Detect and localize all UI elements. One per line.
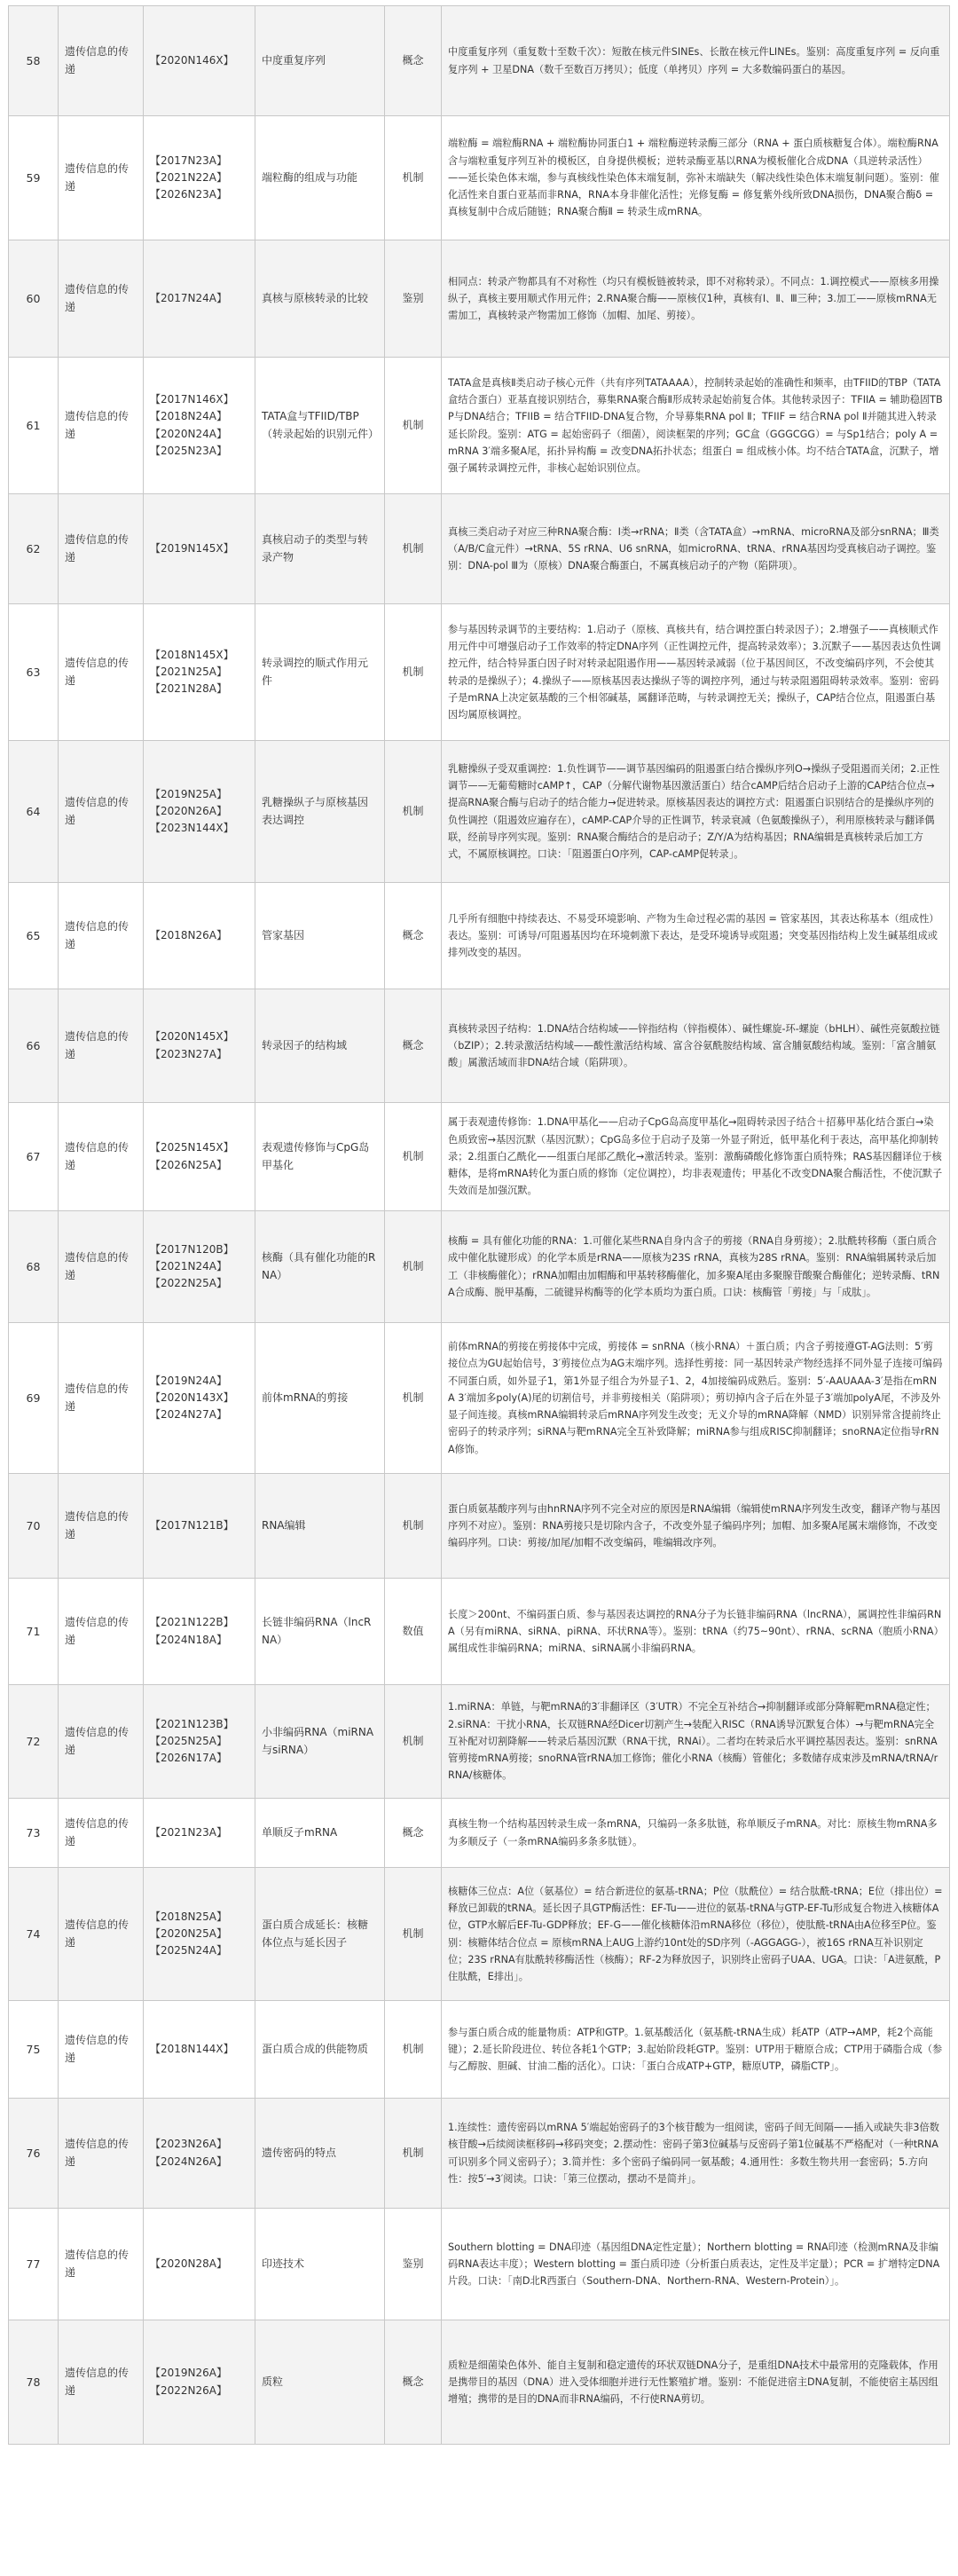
exam-codes-cell bbox=[144, 1103, 255, 1211]
exam-code: 【2019N26A】 bbox=[150, 2367, 227, 2380]
exam-code: 【2020N24A】 bbox=[150, 427, 227, 440]
description-cell: 相同点：转录产物都具有不对称性（均只有模板链被转录，即不对称转录）。不同点：1.调控模式——原核多用操纵子，真核主要用顺式作用元件；2.RNA聚合酶——原核仅1种，真核有Ⅰ、Ⅱ、Ⅲ三种；3.加工——原核mRNA无需加工，真核转录产物需加工修饰（加帽、加尾、剪接）。 bbox=[442, 240, 950, 358]
type-cell: 机制 bbox=[385, 741, 442, 883]
exam-code: 【2025N24A】 bbox=[150, 1944, 227, 1958]
type-cell: 机制 bbox=[385, 358, 442, 494]
topic-cell: 端粒酶的组成与功能 bbox=[255, 116, 385, 240]
exam-code: 【2020N25A】 bbox=[150, 1926, 227, 1940]
description-cell: 属于表观遗传修饰：1.DNA甲基化——启动子CpG岛高度甲基化→阻碍转录因子结合＋招募甲基化结合蛋白→染色质致密→基因沉默（基因沉默）；CpG岛多位于启动子及第一外显子附近，低甲基化利于表达，高甲基化抑制转录；2.组蛋白乙酰化——组蛋白尾部乙酰化→激活转录。鉴别：激酶磷酸化修饰蛋白质特殊；RAS基因翻译位于核糖体，是将mRNA转化为蛋白质的修饰（定位调控），均非表观遗传；甲基化不改变DNA聚合酶活性，不使沉默子失效而是加强沉默。 bbox=[442, 1103, 950, 1211]
exam-code: 【2020N146X】 bbox=[150, 53, 234, 67]
description-cell: 前体mRNA的剪接在剪接体中完成，剪接体 = snRNA（核小RNA）＋蛋白质；内含子剪接遵GT-AG法则：5′剪接位点为GU起始信号，3′剪接位点为AG末端序列。选择性剪接：同一基因转录产物经选择不同外显子连接可编码不同蛋白质，如外显子1，第1外显子组合为外显子1、2，4加接编码成熟后。鉴别：5′-AAUAAA-3′是指在mRNA 3′端加多poly(A)尾的切割信号，并非剪接相关（陷阱项）；剪切掉内含子后在外显子3′端加polyA尾，不涉及外显子间连接。真核mRNA编辑转录后mRNA序列发生改变；无义介导的mRNA降解（NMD）识别异常含提前终止密码子的转录序列；siRNA与靶mRNA完全互补致降解；miRNA参与组成RISC抑制翻译；snoRNA定位指导rRNA修饰。 bbox=[442, 1323, 950, 1474]
exam-code: 【2018N145X】 bbox=[150, 648, 234, 661]
type-cell: 机制 bbox=[385, 1211, 442, 1323]
exam-codes-cell bbox=[144, 494, 255, 604]
description-cell: 端粒酶 = 端粒酶RNA + 端粒酶协同蛋白1 + 端粒酶逆转录酶三部分（RNA + 蛋白质核糖复合体）。端粒酶RNA含与端粒重复序列互补的模板区，自身提供模板；逆转录酶亚基以RNA为模板催化合成DNA（具逆转录活性）——延长染色体末端，参与真核线性染色体末端复制，弥补末端缺失（解决线性染色体末端复制问题）。鉴别：催化活性来自蛋白亚基而非RNA，RNA本身非催化活性；光修复酶 = 修复紫外线所致DNA损伤，DNA聚合酶δ = 真核复制中合成后随链；RNA聚合酶Ⅱ = 转录生成mRNA。 bbox=[442, 116, 950, 240]
exam-codes-cell bbox=[144, 1579, 255, 1685]
description-cell: 真核转录因子结构：1.DNA结合结构域——锌指结构（锌指模体）、碱性螺旋-环-螺旋（bHLH）、碱性亮氨酸拉链（bZIP）；2.转录激活结构域——酸性激活结构域、富含谷氨酰胺结构域、富含脯氨酸结构域。鉴别：「富含脯氨酸」属激活域而非DNA结合域（陷阱项）。 bbox=[442, 989, 950, 1103]
domain-cell: 遗传信息的传递 bbox=[59, 116, 144, 240]
table-row bbox=[9, 2320, 950, 2445]
exam-codes-cell bbox=[144, 1799, 255, 1868]
type-cell: 机制 bbox=[385, 1868, 442, 2001]
topic-cell: 核酶（具有催化功能的RNA） bbox=[255, 1211, 385, 1323]
type-cell: 概念 bbox=[385, 989, 442, 1103]
table-row bbox=[9, 6, 950, 116]
exam-code: 【2025N23A】 bbox=[150, 444, 227, 457]
exam-code: 【2023N144X】 bbox=[150, 822, 234, 835]
table-row bbox=[9, 2209, 950, 2320]
table-row bbox=[9, 2099, 950, 2209]
domain-cell: 遗传信息的传递 bbox=[59, 494, 144, 604]
exam-code: 【2020N145X】 bbox=[150, 1030, 234, 1044]
exam-code: 【2020N143X】 bbox=[150, 1390, 234, 1404]
row-number: 71 bbox=[9, 1579, 59, 1685]
type-cell: 机制 bbox=[385, 116, 442, 240]
domain-cell: 遗传信息的传递 bbox=[59, 358, 144, 494]
type-cell: 概念 bbox=[385, 6, 442, 116]
exam-codes-cell bbox=[144, 1868, 255, 2001]
table-row bbox=[9, 1868, 950, 2001]
exam-codes-cell bbox=[144, 989, 255, 1103]
domain-cell: 遗传信息的传递 bbox=[59, 2209, 144, 2320]
row-number: 76 bbox=[9, 2099, 59, 2209]
exam-code: 【2023N27A】 bbox=[150, 1047, 227, 1060]
exam-code: 【2017N120B】 bbox=[150, 1242, 234, 1256]
domain-cell: 遗传信息的传递 bbox=[59, 989, 144, 1103]
exam-code: 【2023N26A】 bbox=[150, 2138, 227, 2151]
exam-code: 【2021N24A】 bbox=[150, 1259, 227, 1272]
type-cell: 机制 bbox=[385, 1685, 442, 1799]
description-cell: 1.miRNA：单链，与靶mRNA的3′非翻译区（3′UTR）不完全互补结合→抑制翻译或部分降解靶mRNA稳定性；2.siRNA：干扰小RNA，长双链RNA经Dicer切割产生→装配入RISC（RNA诱导沉默复合体）→与靶mRNA完全互补配对切割降解——转录后基因沉默（RNA干扰，RNAi）。二者均在转录后水平调控基因表达。鉴别：snRNA管剪接mRNA剪接；snoRNA管rRNA加工修饰；催化小RNA（核酶）管催化；多数储存成束涉及mRNA/tRNA/rRNA/核糖体。 bbox=[442, 1685, 950, 1799]
description-cell: 乳糖操纵子受双重调控：1.负性调节——调节基因编码的阻遏蛋白结合操纵序列O→操纵子受阻遏而关闭；2.正性调节——无葡萄糖时cAMP↑，CAP（分解代谢物基因激活蛋白）结合cAMP后结合启动子上游的CAP结合位点→提高RNA聚合酶与启动子的结合能力→促进转录。原核基因表达的调控方式：阻遏蛋白识别结合的是操纵序列的负性调控（阻遏效应遍存在），cAMP-CAP介导的正性调节，转录衰减（色氨酸操纵子），利用原核转录与翻译偶联，经前导序列实现。鉴别：RNA聚合酶结合的是启动子；Z/Y/A为结构基因；RNA编辑是真核转录后加工方式，不属原核调控。口诀：「阻遏蛋白O序列，CAP-cAMP促转录」。 bbox=[442, 741, 950, 883]
row-number: 68 bbox=[9, 1211, 59, 1323]
table-row bbox=[9, 1474, 950, 1579]
exam-code: 【2024N18A】 bbox=[150, 1633, 227, 1646]
table-row bbox=[9, 1685, 950, 1799]
description-cell: 真核三类启动子对应三种RNA聚合酶：Ⅰ类→rRNA；Ⅱ类（含TATA盒）→mRNA、microRNA及部分snRNA；Ⅲ类（A/B/C盒元件）→tRNA、5S rRNA、U6 snRNA，如microRNA、tRNA、rRNA基因均受真核启动子调控。鉴别：DNA-pol Ⅲ为（原核）DNA聚合酶蛋白，不属真核启动子的产物（陷阱项）。 bbox=[442, 494, 950, 604]
domain-cell: 遗传信息的传递 bbox=[59, 1685, 144, 1799]
exam-code: 【2018N26A】 bbox=[150, 928, 227, 941]
exam-code: 【2019N145X】 bbox=[150, 541, 234, 555]
exam-codes-cell bbox=[144, 1323, 255, 1474]
table-row bbox=[9, 1579, 950, 1685]
domain-cell: 遗传信息的传递 bbox=[59, 1103, 144, 1211]
domain-cell: 遗传信息的传递 bbox=[59, 6, 144, 116]
exam-code: 【2021N28A】 bbox=[150, 682, 227, 696]
exam-code: 【2025N25A】 bbox=[150, 1734, 227, 1747]
exam-code: 【2021N123B】 bbox=[150, 1717, 234, 1730]
topic-cell: 蛋白质合成的供能物质 bbox=[255, 2001, 385, 2099]
domain-cell: 遗传信息的传递 bbox=[59, 1474, 144, 1579]
type-cell: 机制 bbox=[385, 1474, 442, 1579]
type-cell: 概念 bbox=[385, 2320, 442, 2445]
exam-code: 【2019N25A】 bbox=[150, 787, 227, 800]
type-cell: 机制 bbox=[385, 1323, 442, 1474]
exam-code: 【2025N145X】 bbox=[150, 1141, 234, 1154]
description-cell: 核糖体三位点：A位（氨基位）= 结合新进位的氨基-tRNA；P位（肽酰位）= 结合肽酰-tRNA；E位（排出位）= 释放已卸载的tRNA。延长因子具GTP酶活性：EF-Tu——进位的氨基-tRNA与GTP-EF-Tu形成复合物进入核糖体A位，GTP水解后EF-Tu-GDP释放；EF-G——催化核糖体沿mRNA移位（移位），使肽酰-tRNA由A位移至P位。鉴别：核糖体结合位点 = 原核mRNA上AUG上游约10nt处的SD序列（-AGGAGG-），被16S rRNA互补识别定位；23S rRNA有肽酰转移酶活性（核酶）；RF-2为释放因子，识别终止密码子UAA、UGA。口诀：「A进氨酰，P住肽酰，E排出」。 bbox=[442, 1868, 950, 2001]
exam-codes-cell bbox=[144, 6, 255, 116]
row-number: 65 bbox=[9, 883, 59, 989]
description-cell: 核酶 = 具有催化功能的RNA：1.可催化某些RNA自身内含子的剪接（RNA自身剪接）；2.肽酰转移酶（蛋白质合成中催化肽键形成）的化学本质是rRNA——原核为23S rRNA，真核为28S rRNA。鉴别：RNA编辑属转录后加工（非核酶催化）；rRNA加帽由加帽酶和甲基转移酶催化，加多聚A尾由多聚腺苷酸聚合酶催化；逆转录酶、tRNA合成酶、脱甲基酶，二硫键异构酶等的化学本质均为蛋白质。口诀：核酶管「剪接」与「成肽」。 bbox=[442, 1211, 950, 1323]
row-number: 70 bbox=[9, 1474, 59, 1579]
exam-code: 【2022N25A】 bbox=[150, 1277, 227, 1290]
description-cell: 中度重复序列（重复数十至数千次）：短散在核元件SINEs、长散在核元件LINEs。鉴别：高度重复序列 = 反向重复序列 + 卫星DNA（数千至数百万拷贝）；低度（单拷贝）序列 = 大多数编码蛋白的基因。 bbox=[442, 6, 950, 116]
table-row bbox=[9, 989, 950, 1103]
exam-codes-cell bbox=[144, 1211, 255, 1323]
exam-code: 【2026N17A】 bbox=[150, 1752, 227, 1765]
topic-cell: 前体mRNA的剪接 bbox=[255, 1323, 385, 1474]
table-row bbox=[9, 1103, 950, 1211]
row-number: 77 bbox=[9, 2209, 59, 2320]
exam-code: 【2020N28A】 bbox=[150, 2257, 227, 2270]
exam-code: 【2026N25A】 bbox=[150, 1158, 227, 1171]
row-number: 73 bbox=[9, 1799, 59, 1868]
topic-cell: 印迹技术 bbox=[255, 2209, 385, 2320]
exam-codes-cell bbox=[144, 2209, 255, 2320]
row-number: 64 bbox=[9, 741, 59, 883]
topic-cell: 长链非编码RNA（lncRNA） bbox=[255, 1579, 385, 1685]
domain-cell: 遗传信息的传递 bbox=[59, 741, 144, 883]
domain-cell: 遗传信息的传递 bbox=[59, 2320, 144, 2445]
table-row bbox=[9, 883, 950, 989]
row-number: 59 bbox=[9, 116, 59, 240]
row-number: 62 bbox=[9, 494, 59, 604]
table-row bbox=[9, 240, 950, 358]
exam-code: 【2024N27A】 bbox=[150, 1408, 227, 1422]
exam-code: 【2021N25A】 bbox=[150, 665, 227, 678]
type-cell: 概念 bbox=[385, 1799, 442, 1868]
description-cell: 几乎所有细胞中持续表达、不易受环境影响、产物为生命过程必需的基因 = 管家基因，其表达称基本（组成性）表达。鉴别：可诱导/可阻遏基因均在环境刺激下表达，是受环境诱导或阻遏；突变基因指结构上发生碱基组成或排列改变的基因。 bbox=[442, 883, 950, 989]
topic-cell: 蛋白质合成延长：核糖体位点与延长因子 bbox=[255, 1868, 385, 2001]
row-number: 61 bbox=[9, 358, 59, 494]
domain-cell: 遗传信息的传递 bbox=[59, 883, 144, 989]
domain-cell: 遗传信息的传递 bbox=[59, 240, 144, 358]
type-cell: 机制 bbox=[385, 2001, 442, 2099]
description-cell: 参与基因转录调节的主要结构：1.启动子（原核、真核共有，结合调控蛋白转录因子）；2.增强子——真核顺式作用元件中可增强启动子工作效率的特定DNA序列（正性调控元件，提高转录效率）；3.沉默子——基因表达负性调控元件，结合特异蛋白因子时对转录起阻遏作用——基因转录减弱（位于基因间区，不改变编码序列，不会使其转录的是操纵子）；4.操纵子——原核基因表达操纵子等的调控序列，通过与转录阻遏阻碍转录效率。鉴别：密码子是mRNA上决定氨基酸的三个相邻碱基，属翻译范畴，与转录调控无关；操纵子，CAP结合位点，阻遏蛋白基因均属原核调控。 bbox=[442, 604, 950, 741]
exam-codes-cell bbox=[144, 2001, 255, 2099]
topic-cell: 表观遗传修饰与CpG岛甲基化 bbox=[255, 1103, 385, 1211]
row-number: 60 bbox=[9, 240, 59, 358]
table-row bbox=[9, 741, 950, 883]
row-number: 67 bbox=[9, 1103, 59, 1211]
exam-codes-cell bbox=[144, 2099, 255, 2209]
type-cell: 机制 bbox=[385, 2099, 442, 2209]
exam-code: 【2021N122B】 bbox=[150, 1616, 234, 1629]
exam-code: 【2024N26A】 bbox=[150, 2155, 227, 2168]
topic-cell: 遗传密码的特点 bbox=[255, 2099, 385, 2209]
table-row bbox=[9, 116, 950, 240]
exam-codes-cell bbox=[144, 604, 255, 741]
exam-codes-cell bbox=[144, 1685, 255, 1799]
exam-code: 【2026N23A】 bbox=[150, 188, 227, 201]
exam-code: 【2019N24A】 bbox=[150, 1374, 227, 1387]
exam-codes-cell bbox=[144, 741, 255, 883]
type-cell: 机制 bbox=[385, 1103, 442, 1211]
type-cell: 机制 bbox=[385, 604, 442, 741]
exam-codes-cell bbox=[144, 883, 255, 989]
exam-code: 【2017N146X】 bbox=[150, 393, 234, 406]
domain-cell: 遗传信息的传递 bbox=[59, 604, 144, 741]
knowledge-table bbox=[8, 5, 950, 2445]
row-number: 63 bbox=[9, 604, 59, 741]
exam-code: 【2018N144X】 bbox=[150, 2042, 234, 2055]
topic-cell: 小非编码RNA（miRNA与siRNA） bbox=[255, 1685, 385, 1799]
exam-code: 【2017N23A】 bbox=[150, 154, 227, 167]
topic-cell: TATA盒与TFIID/TBP（转录起始的识别元件） bbox=[255, 358, 385, 494]
exam-code: 【2021N23A】 bbox=[150, 1825, 227, 1839]
row-number: 69 bbox=[9, 1323, 59, 1474]
topic-cell: RNA编辑 bbox=[255, 1474, 385, 1579]
exam-code: 【2021N22A】 bbox=[150, 170, 227, 184]
exam-codes-cell bbox=[144, 116, 255, 240]
table-row bbox=[9, 358, 950, 494]
type-cell: 鉴别 bbox=[385, 2209, 442, 2320]
table-row bbox=[9, 494, 950, 604]
description-cell: 1.连续性：遗传密码以mRNA 5′端起始密码子的3个核苷酸为一组阅读，密码子间无间隔——插入或缺失非3倍数核苷酸→后续阅读框移码→移码突变；2.摆动性：密码子第3位碱基与反密码子第1位碱基不严格配对（一种tRNA可识别多个同义密码子）；3.简并性：多个密码子编码同一氨基酸；4.通用性：多数生物共用一套密码；5.方向性：按5′→3′阅读。口诀：「第三位摆动，摆动不是简并」。 bbox=[442, 2099, 950, 2209]
exam-codes-cell bbox=[144, 2320, 255, 2445]
table-row bbox=[9, 1211, 950, 1323]
exam-codes-cell bbox=[144, 358, 255, 494]
type-cell: 鉴别 bbox=[385, 240, 442, 358]
description-cell: 质粒是细菌染色体外、能自主复制和稳定遗传的环状双链DNA分子，是重组DNA技术中最常用的克隆载体，作用是携带目的基因（DNA）进入受体细胞并进行无性繁殖扩增。鉴别：不能促进宿主DNA复制，不能使宿主基因组增殖；携带的是目的DNA而非RNA编码，不行使RNA剪切。 bbox=[442, 2320, 950, 2445]
topic-cell: 真核启动子的类型与转录产物 bbox=[255, 494, 385, 604]
domain-cell: 遗传信息的传递 bbox=[59, 2099, 144, 2209]
type-cell: 数值 bbox=[385, 1579, 442, 1685]
row-number: 75 bbox=[9, 2001, 59, 2099]
row-number: 58 bbox=[9, 6, 59, 116]
exam-code: 【2018N25A】 bbox=[150, 1910, 227, 1923]
topic-cell: 乳糖操纵子与原核基因表达调控 bbox=[255, 741, 385, 883]
exam-code: 【2017N121B】 bbox=[150, 1518, 234, 1532]
description-cell: 蛋白质氨基酸序列与由hnRNA序列不完全对应的原因是RNA编辑（编辑使mRNA序列发生改变，翻译产物与基因序列不对应）。鉴别：RNA剪接只是切除内含子，不改变外显子编码序列；加帽、加多聚A尾属末端修饰，不改变编码序列。口诀：剪接/加尾/加帽不改变编码，唯编辑改序列。 bbox=[442, 1474, 950, 1579]
description-cell: 真核生物一个结构基因转录生成一条mRNA，只编码一条多肽链，称单顺反子mRNA。对比：原核生物mRNA多为多顺反子（一条mRNA编码多条多肽链）。 bbox=[442, 1799, 950, 1868]
topic-cell: 转录调控的顺式作用元件 bbox=[255, 604, 385, 741]
table-row bbox=[9, 2001, 950, 2099]
description-cell: 参与蛋白质合成的能量物质：ATP和GTP。1.氨基酸活化（氨基酰-tRNA生成）耗ATP（ATP→AMP，耗2个高能键）；2.延长阶段进位、转位各耗1个GTP；3.起始阶段耗GTP。鉴别：UTP用于糖原合成；CTP用于磷脂合成（参与乙醇胺、胆碱、甘油二酯的活化）。口诀：「蛋白合成ATP+GTP，糖原UTP，磷脂CTP」。 bbox=[442, 2001, 950, 2099]
description-cell: TATA盒是真核Ⅱ类启动子核心元件（共有序列TATAAAA），控制转录起始的准确性和频率，由TFIID的TBP（TATA盒结合蛋白）亚基直接识别结合，募集RNA聚合酶Ⅱ形成转录起始前复合体。其他转录因子：TFIIA = 辅助稳固TBP与DNA结合；TFIIB = 结合TFIID-DNA复合物，介导募集RNA pol Ⅱ；TFIIF = 结合RNA pol Ⅱ并随其进入转录延长阶段。鉴别：ATG = 起始密码子（细菌），阅读框架的序列；GC盒（GGGCGG）= 与Sp1结合；poly A = mRNA 3′端多聚A尾，拓扑异构酶 = 改变DNA拓扑状态；组蛋白 = 组成核小体。均不结合TATA盒，沉默子，增强子属转录调控元件，非核心起始识别位点。 bbox=[442, 358, 950, 494]
description-cell: 长度＞200nt、不编码蛋白质、参与基因表达调控的RNA分子为长链非编码RNA（lncRNA），属调控性非编码RNA（另有miRNA、siRNA、piRNA、环状RNA等）。鉴别：tRNA（约75~90nt）、rRNA、scRNA（胞质小RNA）属组成性非编码RNA；miRNA、siRNA属小非编码RNA。 bbox=[442, 1579, 950, 1685]
topic-cell: 管家基因 bbox=[255, 883, 385, 989]
topic-cell: 中度重复序列 bbox=[255, 6, 385, 116]
row-number: 66 bbox=[9, 989, 59, 1103]
row-number: 78 bbox=[9, 2320, 59, 2445]
exam-code: 【2018N24A】 bbox=[150, 410, 227, 423]
domain-cell: 遗传信息的传递 bbox=[59, 2001, 144, 2099]
topic-cell: 转录因子的结构域 bbox=[255, 989, 385, 1103]
type-cell: 概念 bbox=[385, 883, 442, 989]
table-row bbox=[9, 1799, 950, 1868]
description-cell: Southern blotting = DNA印迹（基因组DNA定性定量）；Northern blotting = RNA印迹（检测mRNA及非编码RNA表达丰度）；Western blotting = 蛋白质印迹（分析蛋白质表达，定性及半定量）；PCR = 扩增特定DNA片段。口诀：「南D北R西蛋白（Southern-DNA、Northern-RNA、Western-Protein）」。 bbox=[442, 2209, 950, 2320]
exam-codes-cell bbox=[144, 240, 255, 358]
exam-code: 【2020N26A】 bbox=[150, 804, 227, 817]
domain-cell: 遗传信息的传递 bbox=[59, 1868, 144, 2001]
exam-code: 【2017N24A】 bbox=[150, 291, 227, 304]
domain-cell: 遗传信息的传递 bbox=[59, 1323, 144, 1474]
topic-cell: 质粒 bbox=[255, 2320, 385, 2445]
topic-cell: 单顺反子mRNA bbox=[255, 1799, 385, 1868]
exam-codes-cell bbox=[144, 1474, 255, 1579]
domain-cell: 遗传信息的传递 bbox=[59, 1799, 144, 1868]
domain-cell: 遗传信息的传递 bbox=[59, 1579, 144, 1685]
table-row bbox=[9, 1323, 950, 1474]
row-number: 72 bbox=[9, 1685, 59, 1799]
row-number: 74 bbox=[9, 1868, 59, 2001]
topic-cell: 真核与原核转录的比较 bbox=[255, 240, 385, 358]
table-row bbox=[9, 604, 950, 741]
type-cell: 机制 bbox=[385, 494, 442, 604]
domain-cell: 遗传信息的传递 bbox=[59, 1211, 144, 1323]
exam-code: 【2022N26A】 bbox=[150, 2383, 227, 2397]
